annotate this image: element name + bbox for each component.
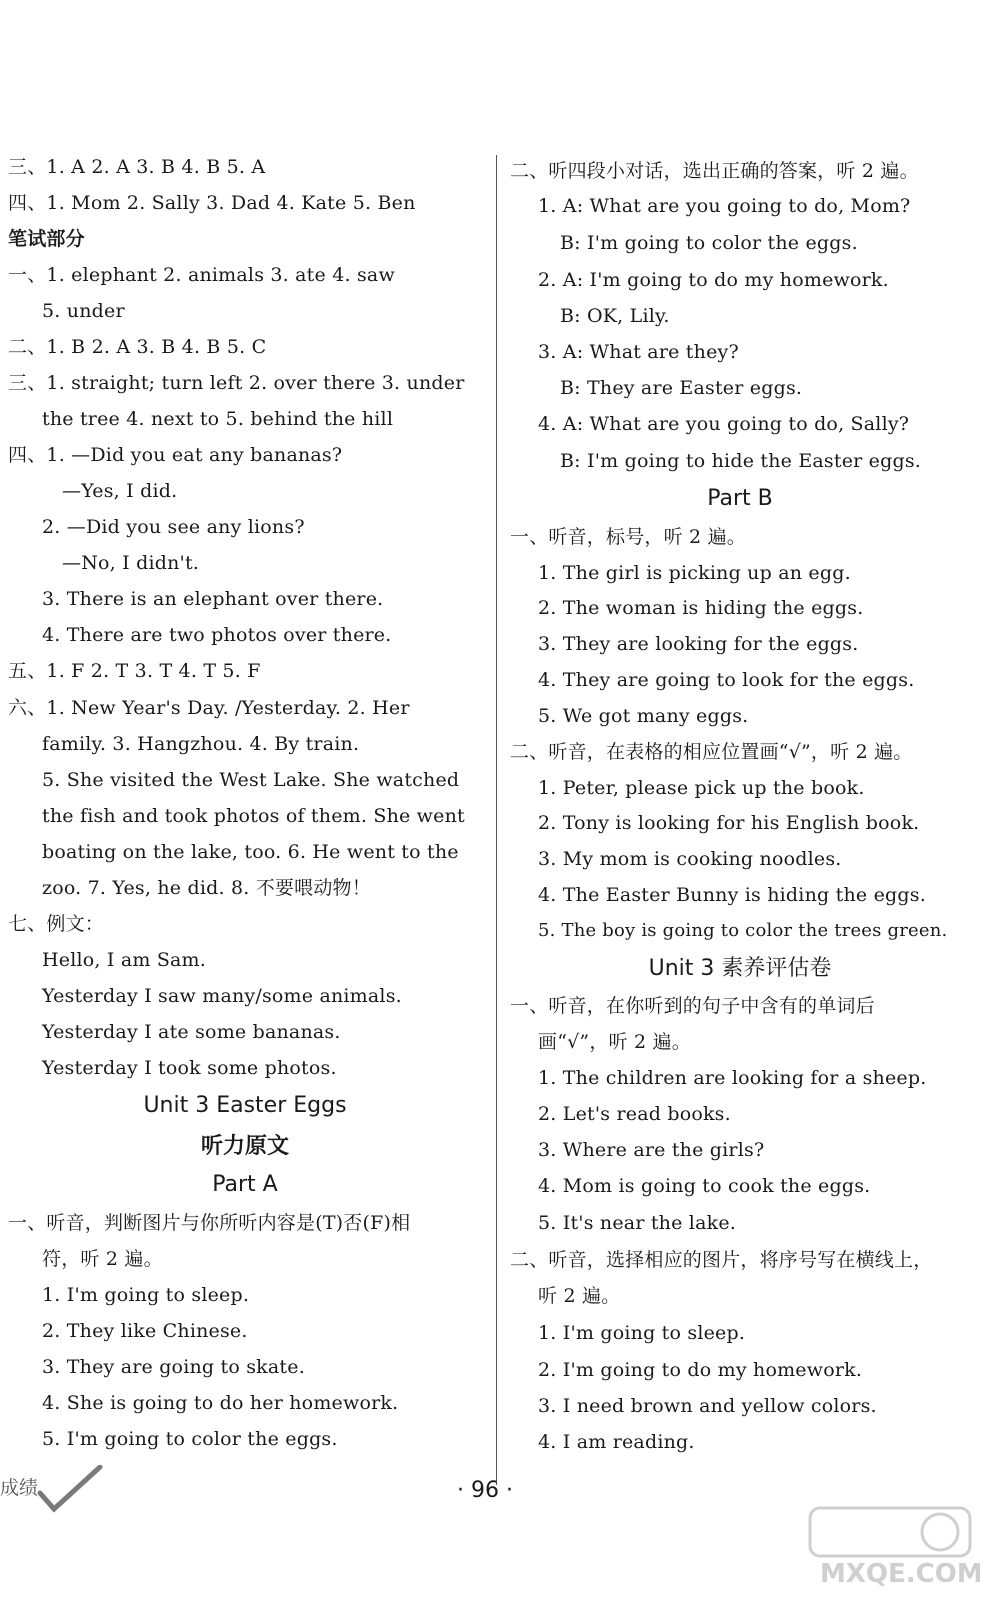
column-divider: [496, 155, 497, 1485]
dialogue-line: 2. A: I'm going to do my homework.: [538, 269, 889, 291]
answer-line: boating on the lake, too. 6. He went to the: [42, 841, 459, 863]
checkmark-icon: [30, 1465, 110, 1515]
answer-line: 5. She visited the West Lake. She watched: [42, 769, 460, 791]
answer-line: Yesterday I took some photos.: [42, 1057, 337, 1079]
question-line: 画“√”，听 2 遍。: [538, 1031, 691, 1053]
answer-line: 四、1. Mom 2. Sally 3. Dad 4. Kate 5. Ben: [8, 192, 416, 214]
question-line: 4. She is going to do her homework.: [42, 1392, 399, 1414]
question-line: 4. They are going to look for the eggs.: [538, 669, 915, 691]
answer-line: 五、1. F 2. T 3. T 4. T 5. F: [8, 660, 261, 682]
answer-line: 七、例文：: [8, 913, 105, 935]
section-heading: 笔试部分: [8, 228, 85, 250]
question-line: 5. I'm going to color the eggs.: [42, 1428, 338, 1450]
dialogue-line: B: OK, Lily.: [560, 305, 670, 327]
answer-line: —Yes, I did.: [62, 480, 178, 502]
dialogue-line: B: I'm going to color the eggs.: [560, 232, 858, 254]
answer-line: 一、1. elephant 2. animals 3. ate 4. saw: [8, 264, 395, 286]
answer-line: 二、1. B 2. A 3. B 4. B 5. C: [8, 336, 267, 358]
dialogue-line: B: They are Easter eggs.: [560, 377, 803, 399]
answer-line: 四、1. —Did you eat any bananas?: [8, 444, 343, 466]
question-line: 1. The girl is picking up an egg.: [538, 562, 851, 584]
answer-line: 三、1. straight; turn left 2. over there 3. under: [8, 372, 465, 394]
question-line: 1. Peter, please pick up the book.: [538, 777, 865, 799]
svg-text:MXQE.COM: MXQE.COM: [820, 1559, 980, 1589]
question-line: 3. They are looking for the eggs.: [538, 633, 859, 655]
dialogue-line: 4. A: What are you going to do, Sally?: [538, 413, 910, 435]
question-line: 1. I'm going to sleep.: [538, 1322, 746, 1344]
score-stamp: [0, 1465, 90, 1515]
dialogue-line: 3. A: What are they?: [538, 341, 739, 363]
question-line: 2. Let's read books.: [538, 1103, 731, 1125]
dialogue-line: 1. A: What are you going to do, Mom?: [538, 195, 911, 217]
answer-line: the fish and took photos of them. She went: [42, 805, 465, 827]
question-line: 3. My mom is cooking noodles.: [538, 848, 842, 870]
answer-line: 4. There are two photos over there.: [42, 624, 392, 646]
question-line: 2. They like Chinese.: [42, 1320, 248, 1342]
answer-line: 2. —Did you see any lions?: [42, 516, 305, 538]
question-line: 二、听音，选择相应的图片，将序号写在横线上，: [510, 1249, 933, 1271]
part-a-title: Part A: [212, 1172, 278, 1197]
question-line: 2. The woman is hiding the eggs.: [538, 597, 864, 619]
question-line: 5. It's near the lake.: [538, 1212, 737, 1234]
question-line: 2. I'm going to do my homework.: [538, 1359, 863, 1381]
question-line: 一、听音，标号，听 2 遍。: [510, 526, 746, 548]
answer-line: 5. under: [42, 300, 125, 322]
answer-line: zoo. 7. Yes, he did. 8. 不要喂动物！: [42, 877, 371, 899]
answer-line: —No, I didn't.: [62, 552, 200, 574]
page-number: · 96 ·: [457, 1478, 513, 1503]
watermark-logo: [800, 1500, 980, 1590]
answer-line: Hello, I am Sam.: [42, 949, 207, 971]
answer-line: Yesterday I saw many/some animals.: [42, 985, 402, 1007]
score-label: 成绩: [0, 1477, 39, 1499]
section-title: 听力原文: [200, 1133, 289, 1159]
answer-line: 三、1. A 2. A 3. B 4. B 5. A: [8, 156, 266, 178]
unit-title: Unit 3 Easter Eggs: [143, 1093, 347, 1118]
eval-title: Unit 3 素养评估卷: [648, 956, 832, 981]
question-line: 4. Mom is going to cook the eggs.: [538, 1175, 871, 1197]
answer-line: Yesterday I ate some bananas.: [42, 1021, 341, 1043]
question-line: 一、听音，判断图片与你所听内容是(T)否(F)相: [8, 1212, 411, 1234]
question-line: 二、听四段小对话，选出正确的答案，听 2 遍。: [510, 160, 919, 182]
question-line: 3. Where are the girls?: [538, 1139, 765, 1161]
question-line: 1. I'm going to sleep.: [42, 1284, 250, 1306]
question-line: 符，听 2 遍。: [42, 1248, 163, 1270]
part-b-title: Part B: [707, 486, 773, 511]
question-line: 5. We got many eggs.: [538, 705, 749, 727]
question-line: 二、听音，在表格的相应位置画“√”，听 2 遍。: [510, 741, 913, 763]
question-line: 5. The boy is going to color the trees green.: [538, 920, 948, 941]
question-line: 一、听音，在你听到的句子中含有的单词后: [510, 995, 875, 1017]
question-line: 4. The Easter Bunny is hiding the eggs.: [538, 884, 926, 906]
question-line: 4. I am reading.: [538, 1431, 695, 1453]
question-line: 3. I need brown and yellow colors.: [538, 1395, 877, 1417]
question-line: 1. The children are looking for a sheep.: [538, 1067, 927, 1089]
answer-line: 3. There is an elephant over there.: [42, 588, 384, 610]
answer-line: 六、1. New Year's Day. /Yesterday. 2. Her: [8, 697, 410, 719]
dialogue-line: B: I'm going to hide the Easter eggs.: [560, 450, 922, 472]
question-line: 3. They are going to skate.: [42, 1356, 305, 1378]
question-line: 听 2 遍。: [538, 1285, 621, 1307]
question-line: 2. Tony is looking for his English book.: [538, 812, 920, 834]
answer-line: family. 3. Hangzhou. 4. By train.: [42, 733, 360, 755]
answer-line: the tree 4. next to 5. behind the hill: [42, 408, 394, 430]
